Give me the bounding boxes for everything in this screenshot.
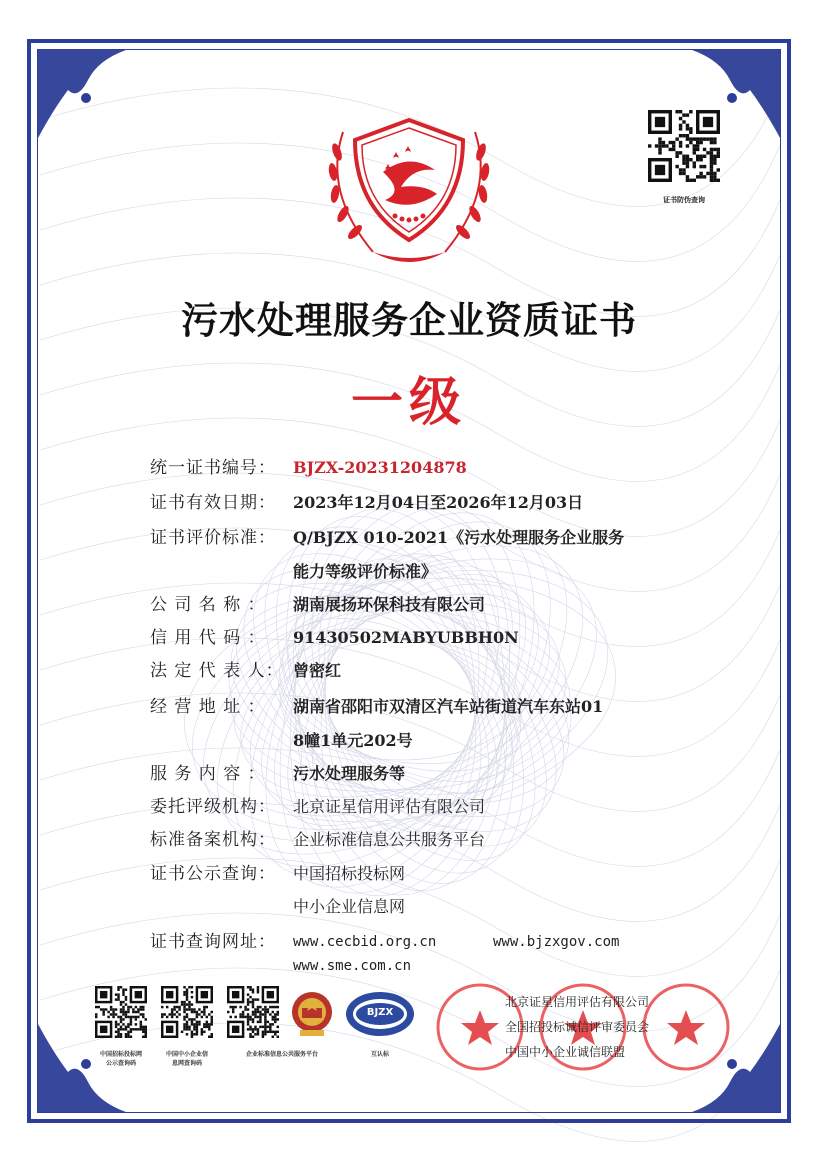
verification-qr-caption: 证书防伪查询 — [663, 196, 705, 204]
url-label: 证书查询网址： — [150, 932, 276, 952]
credit-label: 信 用 代 码 ： — [150, 628, 266, 648]
verification-qr-code[interactable] — [648, 110, 720, 182]
filing-value: 企业标准信息公共服务平台 — [293, 830, 486, 849]
seal-line-3: 中国中小企业诚信联盟 — [505, 1045, 626, 1059]
footer-qr2-caption-line2: 息网查询码 — [171, 1060, 202, 1067]
address-label: 经 营 地 址 ： — [150, 697, 266, 717]
cert-no-label: 统一证书编号： — [150, 458, 276, 478]
standard-value-line2: 能力等级评价标准》 — [293, 562, 438, 581]
agency-value: 北京证星信用评估有限公司 — [293, 797, 486, 816]
national-emblem-icon — [288, 988, 336, 1040]
footer-qr1-caption-line1: 中国招标投标网 — [99, 1051, 142, 1058]
address-value-line2: 8幢1单元202号 — [293, 731, 413, 750]
publicity-value-line2: 中小企业信息网 — [293, 897, 406, 916]
url-link-cecbid[interactable]: www.cecbid.org.cn — [293, 934, 437, 950]
service-label: 服 务 内 容 ： — [150, 764, 266, 784]
validity-value: 2023年12月04日至2026年12月03日 — [293, 493, 584, 512]
footer-qr-code-sme[interactable] — [161, 986, 213, 1038]
standard-label: 证书评价标准： — [150, 528, 276, 548]
legal-value: 曾密红 — [293, 661, 342, 680]
publicity-label: 证书公示查询： — [150, 864, 276, 884]
credit-value: 91430502MABYUBBH0N — [293, 628, 519, 647]
bjzx-badge-label: BJZX — [366, 1007, 394, 1018]
footer-qr-caption-standards: 企业标准信息公共服务平台 — [245, 1051, 318, 1058]
standard-value-line1: Q/BJZX 010-2021《污水处理服务企业服务 — [293, 528, 625, 547]
footer-qr-code-bidding[interactable] — [95, 986, 147, 1038]
url-link-bjzxgov[interactable]: www.bjzxgov.com — [493, 934, 620, 950]
service-value: 污水处理服务等 — [293, 764, 406, 783]
corner-ornament-top-left — [38, 50, 126, 138]
seal-line-2: 全国招投标诚信评审委员会 — [505, 1020, 650, 1034]
certificate-grade: 一级 — [350, 372, 467, 433]
footer-qr-caption-bidding — [85, 1050, 157, 1068]
footer-qr-code-standards[interactable] — [227, 986, 279, 1038]
footer-qr1-caption-line2: 公示查询码 — [105, 1060, 136, 1067]
shield-laurel-emblem — [313, 112, 505, 272]
company-label: 公 司 名 称 ： — [150, 595, 266, 615]
legal-label: 法 定 代 表 人： — [150, 661, 284, 681]
bjzx-badge-caption: 互认标 — [370, 1051, 389, 1058]
address-value-line1: 湖南省邵阳市双清区汽车站街道汽车东站01 — [293, 697, 604, 716]
certificate-title: 污水处理服务企业资质证书 — [181, 298, 637, 342]
validity-label: 证书有效日期： — [150, 493, 276, 513]
seal-line-1: 北京证星信用评估有限公司 — [505, 995, 650, 1009]
publicity-value-line1: 中国招标投标网 — [293, 864, 406, 883]
company-value: 湖南展扬环保科技有限公司 — [293, 595, 486, 614]
footer-qr-caption-sme — [151, 1050, 223, 1068]
cert-no-value: BJZX-20231204878 — [293, 458, 467, 477]
footer-qr2-caption-line1: 中国中小企业信 — [165, 1051, 208, 1058]
url-link-sme[interactable]: www.sme.com.cn — [293, 958, 412, 974]
filing-label: 标准备案机构： — [150, 830, 276, 850]
agency-label: 委托评级机构： — [150, 797, 276, 817]
